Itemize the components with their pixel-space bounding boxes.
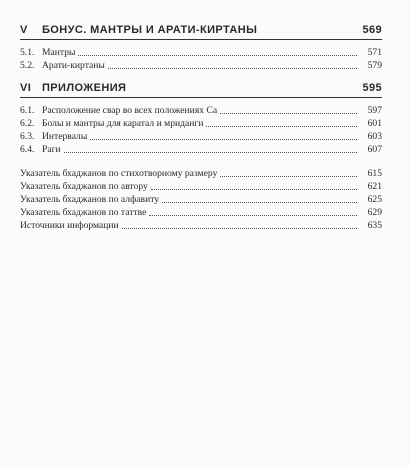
section-number: 6.3. [20,131,35,142]
toc-entry [20,103,382,116]
section-title: Арати-киртаны [42,60,105,71]
page-number: 597 [367,105,382,116]
page-number: 635 [367,220,382,231]
dot-leader [108,67,357,69]
toc-entry [20,142,382,155]
dot-leader [162,201,357,203]
index-title: Указатель бхаджанов по таттве [20,207,147,218]
section-title: Болы и мантры для каратал и мриданги [42,118,204,129]
index-entry [20,192,382,205]
section-number: 6.1. [20,105,35,116]
dot-leader [122,227,357,229]
section-title: Интервалы [42,131,88,142]
part-header-v [20,24,382,40]
part-title: ПРИЛОЖЕНИЯ [42,82,127,94]
page-number: 601 [367,118,382,129]
page-number: 615 [367,168,382,179]
toc-entry [20,116,382,129]
dot-leader [64,151,357,153]
part-number: V [20,24,28,36]
section-title: Расположение свар во всех положениях Са [42,105,218,116]
section-number: 5.1. [20,47,35,58]
dot-leader [220,112,357,114]
page-number: 629 [367,207,382,218]
index-entry [20,166,382,179]
part-number: VI [20,82,32,94]
page-number: 625 [367,194,382,205]
part-title: БОНУС. МАНТРЫ И АРАТИ-КИРТАНЫ [42,24,258,36]
page-number: 603 [367,131,382,142]
page-number: 607 [367,144,382,155]
section-title: Мантры [42,47,76,58]
part-header-vi [20,82,382,98]
dot-leader [78,54,357,56]
index-entry [20,218,382,231]
index-title: Указатель бхаджанов по автору [20,181,148,192]
index-title: Источники информации [20,220,119,231]
part-page: 569 [362,24,382,36]
page-number: 571 [367,47,382,58]
dot-leader [149,214,357,216]
toc-entry [20,58,382,71]
section-number: 6.2. [20,118,35,129]
index-title: Указатель бхаджанов по стихотворному размеру [20,168,218,179]
index-entry [20,205,382,218]
index-entry [20,179,382,192]
page-number: 621 [367,181,382,192]
section-number: 5.2. [20,60,35,71]
part-page: 595 [362,82,382,94]
dot-leader [90,138,357,140]
dot-leader [151,188,357,190]
dot-leader [206,125,357,127]
section-title: Раги [42,144,61,155]
page-number: 579 [367,60,382,71]
index-title: Указатель бхаджанов по алфавиту [20,194,160,205]
dot-leader [220,175,357,177]
toc-entry [20,129,382,142]
toc-entry [20,45,382,58]
section-number: 6.4. [20,144,35,155]
